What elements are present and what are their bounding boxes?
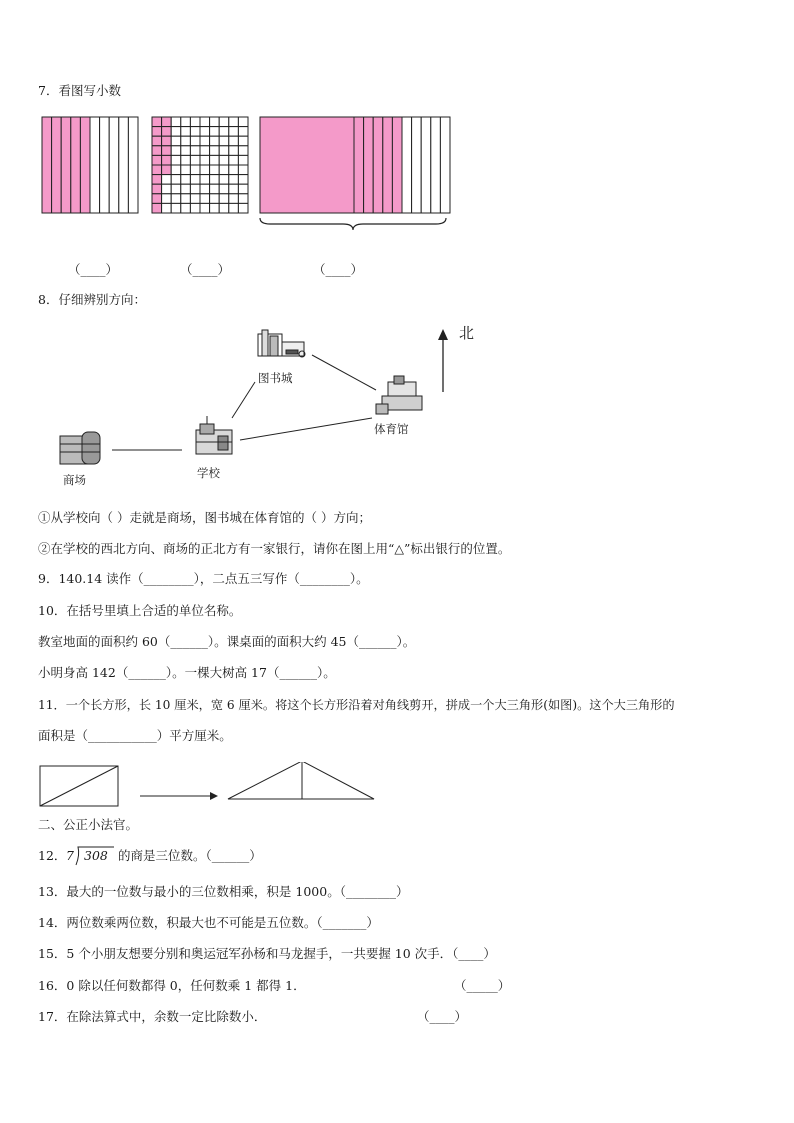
q7-fig1-tenths-strip bbox=[40, 115, 140, 215]
hundredth-cell bbox=[171, 194, 181, 204]
hundredth-cell bbox=[190, 184, 200, 194]
hundredth-cell bbox=[152, 184, 162, 194]
hundredth-cell bbox=[229, 184, 239, 194]
hundredth-cell bbox=[181, 136, 191, 146]
q7-blank-2[interactable]: （____） bbox=[180, 262, 231, 277]
hundredth-cell bbox=[190, 155, 200, 165]
q7-blank-3[interactable]: （____） bbox=[313, 262, 364, 277]
hundredth-cell bbox=[162, 117, 172, 127]
q17-text: 17．在除法算式中，余数一定比除数小． bbox=[38, 1009, 267, 1024]
hundredth-cell bbox=[200, 203, 210, 213]
hundredth-cell bbox=[162, 194, 172, 204]
hundredth-cell bbox=[219, 155, 229, 165]
hundredth-cell bbox=[229, 127, 239, 137]
hundredth-cell bbox=[200, 117, 210, 127]
hundredth-cell bbox=[238, 165, 248, 175]
q8-mall-label: 商场 bbox=[63, 473, 86, 487]
line-school-gym bbox=[240, 418, 372, 440]
hundredth-cell bbox=[190, 165, 200, 175]
q8-school-label: 学校 bbox=[197, 466, 220, 480]
hundredth-cell bbox=[200, 175, 210, 185]
q10-title: 10．在括号里填上合适的单位名称。 bbox=[38, 603, 242, 618]
tenth-cell bbox=[421, 117, 431, 213]
tenth-cell bbox=[42, 117, 52, 213]
q12-num: 12． bbox=[38, 848, 67, 863]
q16-blank[interactable]: （_____） bbox=[454, 978, 511, 993]
hundredth-cell bbox=[219, 194, 229, 204]
q9-text: 9．140.14 读作（________），二点五三写作（________）。 bbox=[38, 571, 369, 586]
arrow-right-icon bbox=[140, 792, 218, 800]
q16-text: 16．0 除以任何数都得 0，任何数乘 1 都得 1． bbox=[38, 978, 306, 993]
hundredth-cell bbox=[229, 175, 239, 185]
tenth-cell bbox=[128, 117, 138, 213]
line-school-library bbox=[232, 382, 255, 418]
q7-fig2-hundredths-grid bbox=[150, 115, 250, 215]
tenth-cell bbox=[90, 117, 100, 213]
tenth-cell bbox=[431, 117, 441, 213]
hundredth-cell bbox=[181, 175, 191, 185]
tenth-cell bbox=[100, 117, 110, 213]
hundredth-cell bbox=[190, 146, 200, 156]
hundredth-cell bbox=[229, 155, 239, 165]
hundredth-cell bbox=[200, 184, 210, 194]
q15-text: 15．5 个小朋友想要分别和奥运冠军孙杨和马龙握手，一共要握 10 次手．（____） bbox=[38, 946, 496, 961]
hundredth-cell bbox=[229, 194, 239, 204]
hundredth-cell bbox=[238, 136, 248, 146]
q8-map bbox=[50, 320, 530, 490]
hundredth-cell bbox=[190, 136, 200, 146]
hundredth-cell bbox=[190, 127, 200, 137]
hundredth-cell bbox=[152, 136, 162, 146]
hundredth-cell bbox=[219, 175, 229, 185]
hundredth-cell bbox=[210, 175, 220, 185]
hundredth-cell bbox=[238, 117, 248, 127]
tenth-cell bbox=[412, 117, 422, 213]
hundredth-cell bbox=[210, 165, 220, 175]
q7-fig3-tenths-strip bbox=[352, 115, 452, 215]
hundredth-cell bbox=[238, 203, 248, 213]
hundredth-cell bbox=[238, 127, 248, 137]
q8-gym-label: 体育馆 bbox=[374, 422, 409, 436]
tenth-cell bbox=[119, 117, 129, 213]
hundredth-cell bbox=[219, 203, 229, 213]
hundredth-cell bbox=[171, 203, 181, 213]
hundredth-cell bbox=[210, 117, 220, 127]
q17-blank[interactable]: （____） bbox=[417, 1009, 468, 1024]
hundredth-cell bbox=[238, 175, 248, 185]
q8-sub2: ②在学校的西北方向、商场的正北方有一家银行，请你在图上用“△”标出银行的位置。 bbox=[38, 541, 511, 556]
hundredth-cell bbox=[162, 155, 172, 165]
q7-brace bbox=[258, 216, 448, 232]
hundredth-cell bbox=[190, 203, 200, 213]
hundredth-cell bbox=[162, 146, 172, 156]
hundredth-cell bbox=[181, 127, 191, 137]
hundredth-cell bbox=[210, 127, 220, 137]
hundredth-cell bbox=[162, 175, 172, 185]
hundredth-cell bbox=[162, 184, 172, 194]
section2-title: 二、公正小法官。 bbox=[38, 817, 139, 832]
hundredth-cell bbox=[219, 117, 229, 127]
q10-line2: 小明身高 142（______）。一棵大树高 17（______）。 bbox=[38, 665, 336, 680]
hundredth-cell bbox=[200, 136, 210, 146]
hundredth-cell bbox=[190, 175, 200, 185]
hundredth-cell bbox=[181, 194, 191, 204]
q13-text: 13．最大的一位数与最小的三位数相乘，积是 1000。（________） bbox=[38, 884, 409, 899]
hundredth-cell bbox=[171, 146, 181, 156]
hundredth-cell bbox=[229, 203, 239, 213]
q14-text: 14．两位数乘两位数，积最大也不可能是五位数。（_______） bbox=[38, 915, 379, 930]
hundredth-cell bbox=[190, 194, 200, 204]
north-arrow-icon bbox=[438, 329, 448, 392]
q8-north-label: 北 bbox=[459, 324, 475, 342]
tenth-cell bbox=[402, 117, 412, 213]
hundredth-cell bbox=[238, 146, 248, 156]
hundredth-cell bbox=[229, 136, 239, 146]
q8-sub1: ①从学校向（ ）走就是商场，图书城在体育馆的（ ）方向； bbox=[38, 510, 371, 525]
hundredth-cell bbox=[210, 155, 220, 165]
hundredth-cell bbox=[152, 175, 162, 185]
hundredth-cell bbox=[181, 155, 191, 165]
hundredth-cell bbox=[162, 165, 172, 175]
tenth-cell bbox=[80, 117, 90, 213]
q12-divisor: 7 bbox=[66, 848, 74, 863]
tenth-cell bbox=[373, 117, 383, 213]
hundredth-cell bbox=[210, 194, 220, 204]
hundredth-cell bbox=[238, 155, 248, 165]
tenth-cell bbox=[392, 117, 402, 213]
q8-library-label: 图书城 bbox=[258, 371, 293, 385]
q12-text: 的商是三位数。（______） bbox=[118, 848, 262, 863]
hundredth-cell bbox=[229, 165, 239, 175]
hundredth-cell bbox=[171, 165, 181, 175]
hundredth-cell bbox=[162, 203, 172, 213]
q11-figure bbox=[38, 762, 388, 812]
hundredth-cell bbox=[219, 146, 229, 156]
hundredth-cell bbox=[200, 146, 210, 156]
hundredth-cell bbox=[200, 194, 210, 204]
tenth-cell bbox=[61, 117, 71, 213]
whole-square bbox=[260, 117, 356, 213]
school-icon bbox=[196, 416, 232, 454]
hundredth-cell bbox=[152, 203, 162, 213]
hundredth-cell bbox=[171, 117, 181, 127]
q11-line1: 11．一个长方形，长 10 厘米，宽 6 厘米。将这个长方形沿着对角线剪开，拼成一个大三角形(如图)。这个大三角形的 bbox=[38, 698, 675, 712]
gym-icon bbox=[376, 376, 422, 414]
hundredth-cell bbox=[181, 146, 191, 156]
hundredth-cell bbox=[171, 136, 181, 146]
hundredth-cell bbox=[181, 165, 191, 175]
hundredth-cell bbox=[162, 127, 172, 137]
q7-title: 7．看图写小数 bbox=[38, 83, 121, 98]
hundredth-cell bbox=[152, 155, 162, 165]
hundredth-cell bbox=[238, 194, 248, 204]
tenth-cell bbox=[71, 117, 81, 213]
hundredth-cell bbox=[152, 165, 162, 175]
tenth-cell bbox=[364, 117, 374, 213]
tenth-cell bbox=[109, 117, 119, 213]
hundredth-cell bbox=[219, 127, 229, 137]
hundredth-cell bbox=[162, 136, 172, 146]
hundredth-cell bbox=[210, 146, 220, 156]
line-library-gym bbox=[312, 355, 376, 390]
q8-title: 8．仔细辨别方向： bbox=[38, 292, 146, 307]
hundredth-cell bbox=[171, 184, 181, 194]
q11-line2: 面积是（___________）平方厘米。 bbox=[38, 728, 232, 743]
hundredth-cell bbox=[181, 184, 191, 194]
hundredth-cell bbox=[219, 165, 229, 175]
hundredth-cell bbox=[219, 184, 229, 194]
hundredth-cell bbox=[200, 165, 210, 175]
hundredth-cell bbox=[171, 175, 181, 185]
tenth-cell bbox=[383, 117, 393, 213]
tenth-cell bbox=[440, 117, 450, 213]
hundredth-cell bbox=[210, 203, 220, 213]
rectangle-with-diagonal bbox=[40, 766, 118, 806]
q7-fig3-whole-square bbox=[258, 115, 358, 215]
hundredth-cell bbox=[181, 117, 191, 127]
hundredth-cell bbox=[171, 155, 181, 165]
big-triangle bbox=[228, 762, 374, 799]
q10-line1: 教室地面的面积约 60（______）。课桌面的面积大约 45（______）。 bbox=[38, 634, 416, 649]
hundredth-cell bbox=[238, 184, 248, 194]
library-icon bbox=[258, 330, 305, 357]
hundredth-cell bbox=[229, 117, 239, 127]
hundredth-cell bbox=[152, 146, 162, 156]
q12-dividend: 308 bbox=[84, 848, 108, 863]
q7-blank-1[interactable]: （____） bbox=[68, 262, 119, 277]
tenth-cell bbox=[52, 117, 62, 213]
tenth-cell bbox=[354, 117, 364, 213]
hundredth-cell bbox=[229, 146, 239, 156]
hundredth-cell bbox=[152, 127, 162, 137]
hundredth-cell bbox=[219, 136, 229, 146]
hundredth-cell bbox=[200, 155, 210, 165]
hundredth-cell bbox=[152, 117, 162, 127]
hundredth-cell bbox=[200, 127, 210, 137]
mall-icon bbox=[60, 432, 100, 464]
hundredth-cell bbox=[171, 127, 181, 137]
hundredth-cell bbox=[152, 194, 162, 204]
hundredth-cell bbox=[181, 203, 191, 213]
hundredth-cell bbox=[210, 184, 220, 194]
hundredth-cell bbox=[210, 136, 220, 146]
hundredth-cell bbox=[190, 117, 200, 127]
